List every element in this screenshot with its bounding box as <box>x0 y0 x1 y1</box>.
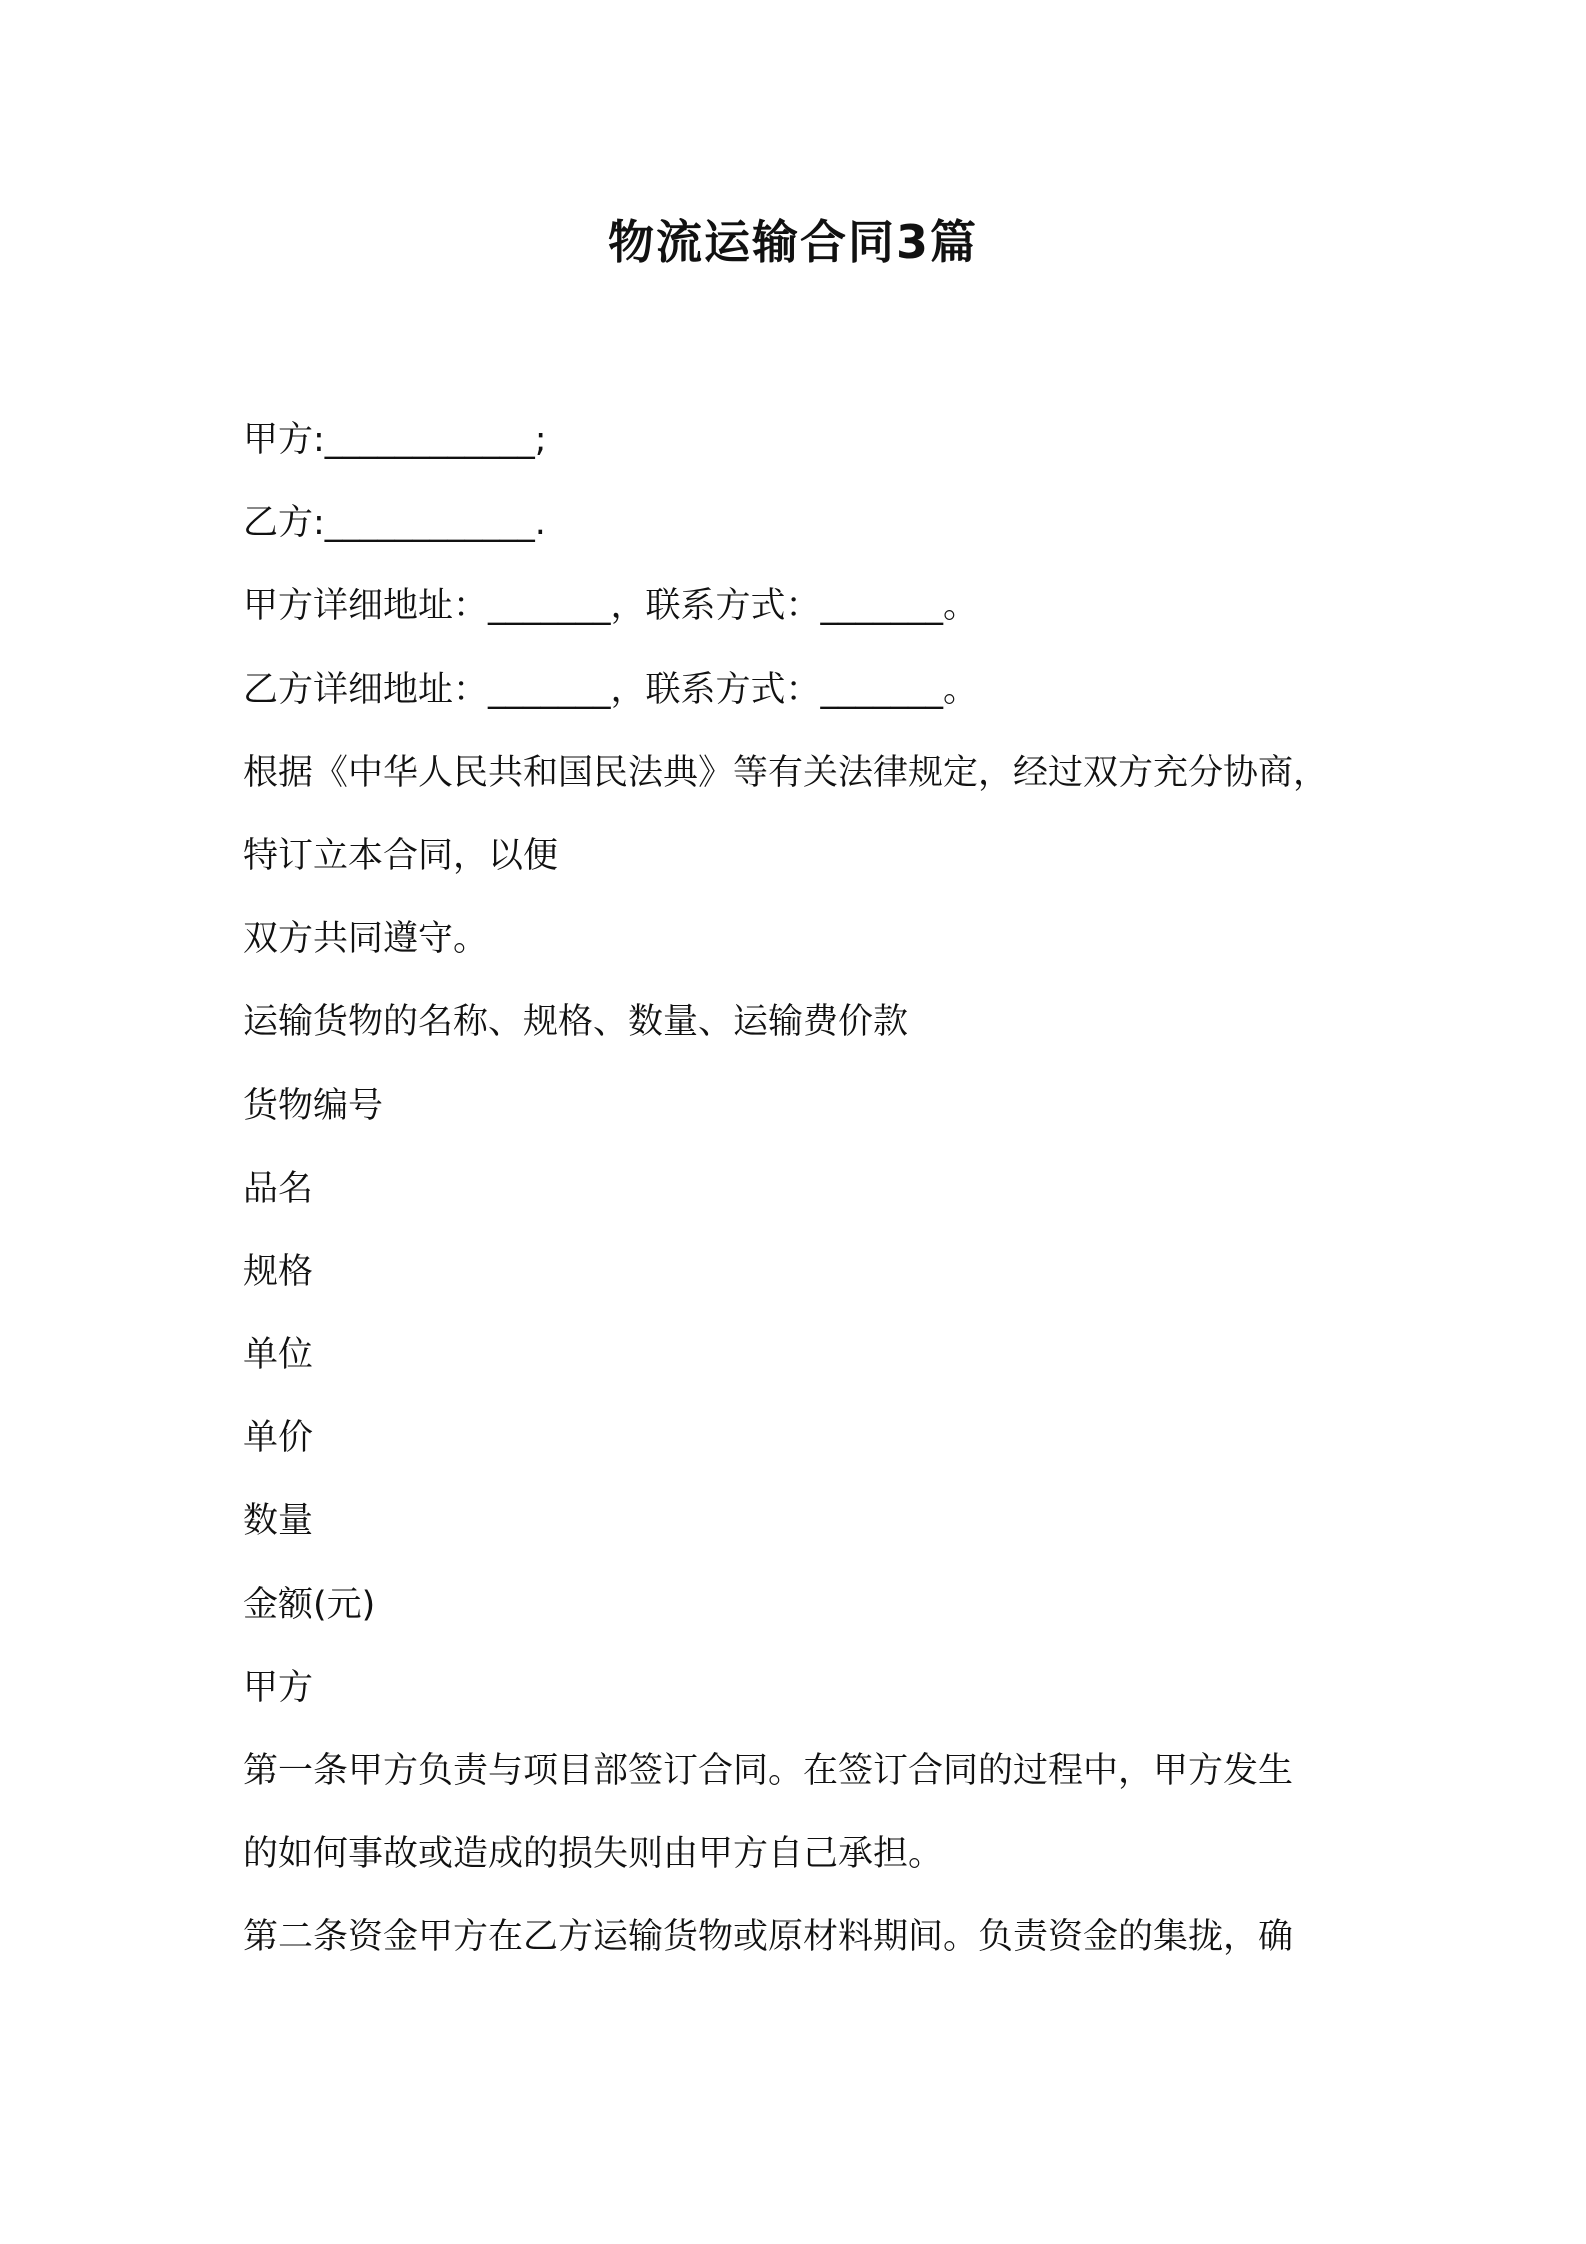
party-a-line: 甲方:____________; <box>243 420 547 460</box>
goods-heading: 运输货物的名称、规格、数量、运输费价款 <box>243 1002 909 1043</box>
goods-field-label: 规格 <box>243 1251 314 1292</box>
clause-line: 第一条甲方负责与项目部签订合同。在签订合同的过程中，甲方发生 <box>243 1751 1294 1791</box>
party-a-label: 甲方 <box>243 1667 314 1708</box>
party-a-address-line: 甲方详细地址：_______，联系方式：_______。 <box>243 586 979 627</box>
document-title: 物流运输合同3篇 <box>607 215 978 269</box>
goods-field-label: 金额(元) <box>243 1584 376 1625</box>
preamble-line: 双方共同遵守。 <box>243 919 489 960</box>
goods-field-label: 单位 <box>243 1335 314 1376</box>
goods-field-label: 品名 <box>243 1168 314 1209</box>
preamble-line: 根据《中华人民共和国民法典》等有关法律规定，经过双方充分协商， <box>243 752 1329 793</box>
party-b-line: 乙方:____________. <box>243 503 546 544</box>
goods-field-label: 单价 <box>243 1418 314 1459</box>
clause-line: 第二条资金甲方在乙方运输货物或原材料期间。负责资金的集拢，确 <box>243 1917 1294 1958</box>
clause-line: 的如何事故或造成的损失则由甲方自己承担。 <box>243 1834 944 1875</box>
document-body <box>243 410 1363 1991</box>
preamble-line: 特订立本合同，以便 <box>243 835 559 876</box>
party-b-address-line: 乙方详细地址：_______，联系方式：_______。 <box>243 669 979 710</box>
goods-field-label: 货物编号 <box>243 1085 384 1126</box>
goods-field-label: 数量 <box>243 1501 314 1542</box>
